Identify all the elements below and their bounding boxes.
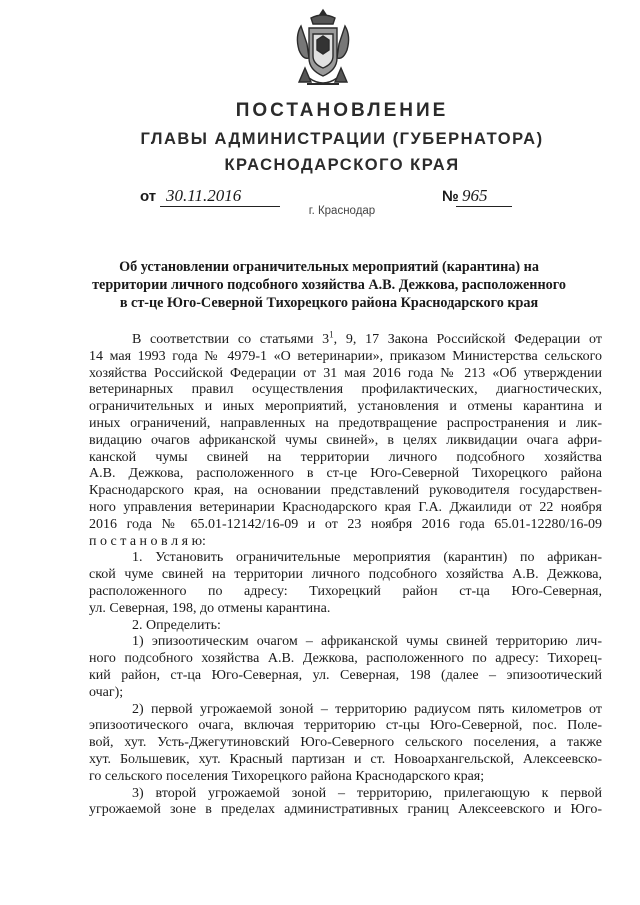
- region-heading: КРАСНОДАРСКОГО КРАЯ: [224, 156, 460, 174]
- subitem-line: ного подсобного хозяйства А.В. Дежкова, расположенного по адресу: Тихорец-: [89, 651, 602, 667]
- document-body: [89, 329, 602, 819]
- subitem-line: го сельского поселения Тихорецкого района Краснодарского края;: [89, 768, 485, 784]
- subitem-line: вой, хут. Усть-Джегутиновский Юго-Северного сельского поселения, а также: [89, 735, 602, 751]
- document-title: [0, 258, 640, 312]
- superscript: 1: [329, 329, 334, 340]
- subitem-line: эпизоотического очага, включая территорию ст-цы Юго-Северной, пос. Поле-: [89, 718, 602, 734]
- issuer-heading: ГЛАВЫ АДМИНИСТРАЦИИ (ГУБЕРНАТОРА): [140, 130, 544, 148]
- coat-of-arms-emblem: [291, 6, 355, 92]
- item-line: 2. Определить:: [132, 617, 221, 633]
- number-prefix: №: [442, 188, 459, 205]
- subitem-line: кий район, ст-ца Юго-Северная, ул. Северная, 198 (далее – эпизоотический: [89, 667, 602, 683]
- paragraph-line: ветеринарных правил осуществления профилактических, диагностических,: [89, 382, 602, 398]
- paragraph-line: 14 мая 1993 года № 4979-1 «О ветеринарии», приказом Министерства сельского: [89, 348, 602, 364]
- paragraph-line: 2016 года № 65.01-12142/16-09 и от 23 ноября 2016 года 65.01-12280/16-09: [89, 516, 602, 532]
- decree-word: п о с т а н о в л я ю:: [89, 533, 206, 549]
- subitem-line: хут. Большевик, хут. Красный партизан и ст. Новоархангельской, Алексеевско-: [89, 751, 602, 767]
- title-line: территории личного подсобного хозяйства А.В. Дежкова, расположенного: [92, 277, 566, 293]
- title-line: в ст-це Юго-Северной Тихорецкого района Краснодарского края: [119, 295, 539, 311]
- document-number: 965: [456, 186, 512, 207]
- document-date: 30.11.2016: [160, 186, 280, 207]
- subitem-line: очаг);: [89, 684, 124, 700]
- item-line: ул. Северная, 198, до отмены карантина.: [89, 600, 331, 616]
- paragraph-line: хозяйства Российской Федерации от 31 мая 2016 года № 213 «Об утверждении: [89, 365, 602, 381]
- item-line: ской чуме свиней на территории личного подсобного хозяйства А.В. Дежкова,: [89, 567, 602, 583]
- paragraph-line: видацию очагов африканской чумы свиней», в целях ликвидации очага афри-: [89, 432, 602, 448]
- paragraph-line: В соответствии со статьями $3^1$, 9, 17 Закона Российской Федерации от: [132, 329, 602, 347]
- date-prefix: от: [140, 188, 157, 205]
- paragraph-line: ограничительных и иных мероприятий, установления и отмены карантина и: [89, 399, 602, 415]
- title-line: Об установлении ограничительных мероприятий (карантина) на: [119, 259, 539, 275]
- subitem-line: 1) эпизоотическим очагом – африканской чумы свиней территорию лич-: [132, 634, 602, 650]
- subitem-line: 2) первой угрожаемой зоной – территорию радиусом пять километров от: [132, 701, 602, 717]
- subitem-line: угрожаемой зоне в пределах административных границ Алексеевского и Юго-: [89, 802, 602, 818]
- paragraph-line: А.В. Дежкова, расположенного в ст-це Юго-Северной Тихорецкого района: [89, 466, 602, 482]
- city-label: г. Краснодар: [308, 205, 376, 217]
- item-line: расположенного по адресу: Тихорецкий район ст-ца Юго-Северная,: [89, 583, 602, 599]
- paragraph-line: иных ограничений, направленных на предотвращение распространения и лик-: [89, 415, 602, 431]
- paragraph-line: канской чумы свиней на территории личного подсобного хозяйства: [89, 449, 602, 465]
- item-line: 1. Установить ограничительные мероприятия (карантин) по африкан-: [132, 550, 602, 566]
- subitem-line: 3) второй угрожаемой зоной – территорию, прилегающую к первой: [132, 785, 602, 801]
- doc-type-heading: ПОСТАНОВЛЕНИЕ: [235, 100, 449, 121]
- paragraph-line: ного управления ветеринарии Краснодарского края Г.А. Джаилиди от 22 ноября: [89, 499, 602, 515]
- paragraph-line: Краснодарского края, на основании представлений руководителя государствен-: [89, 483, 602, 499]
